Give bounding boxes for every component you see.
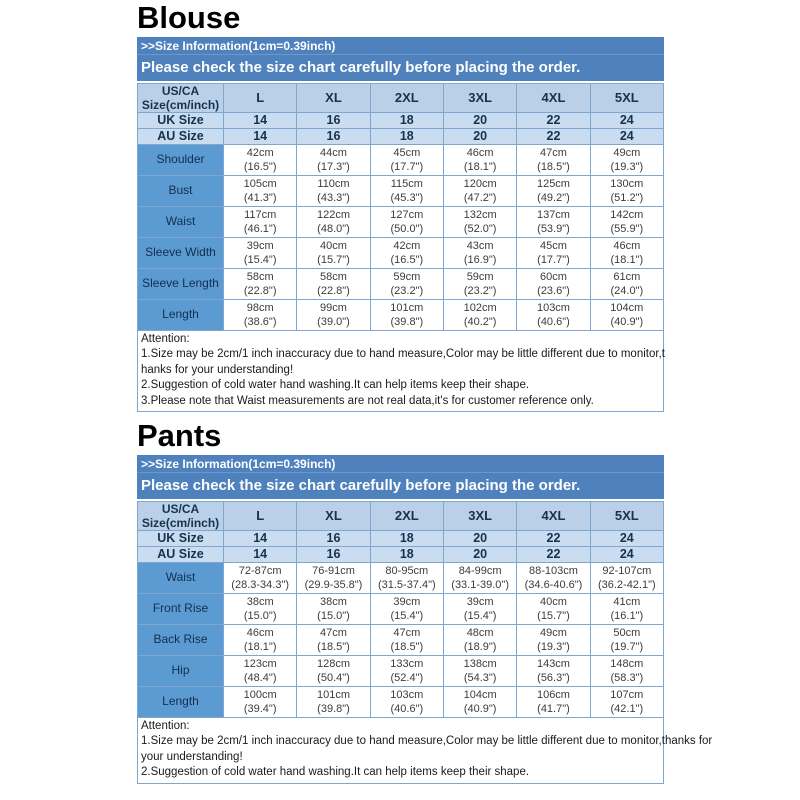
size-value: 24 (590, 530, 663, 546)
measurement-inch: (50.4") (317, 671, 350, 684)
measurement-inch: (50.0") (390, 222, 424, 235)
measurement-cm: 142cm (610, 208, 644, 221)
measurement-inch: (15.7") (317, 253, 350, 266)
measurement-cm: 106cm (536, 688, 570, 701)
measurement-cm: 101cm (316, 688, 350, 701)
measurement-value (517, 686, 590, 717)
table-row (138, 299, 664, 330)
measurement-cm: 45cm (540, 239, 567, 252)
measurement-inch: (17.7") (390, 160, 424, 173)
measurement-value (297, 562, 370, 593)
size-value: 20 (443, 530, 516, 546)
measurement-value (517, 175, 590, 206)
size-column-header: 5XL (590, 501, 663, 530)
measurement-value (370, 593, 443, 624)
measurement-value (590, 144, 663, 175)
measurement-value (370, 175, 443, 206)
size-value: 16 (297, 546, 370, 562)
measurement-value (443, 686, 516, 717)
attention-line: 1.Size may be 2cm/1 inch inaccuracy due to hand measure,Color may be little different due to monitor,thanks for (141, 735, 713, 748)
measurement-inch: (16.1") (610, 609, 644, 622)
size-info-bar (137, 37, 664, 81)
measurement-value (224, 299, 297, 330)
size-value: 20 (443, 546, 516, 562)
measurement-cm: 72-87cm (238, 564, 282, 577)
measurement-cm: 50cm (613, 626, 641, 639)
measurement-cm: 39cm (246, 239, 274, 252)
measurement-cm: 127cm (390, 208, 424, 221)
measurement-inch: (16.5") (390, 253, 424, 266)
table-row (138, 546, 664, 562)
measurement-cm: 107cm (610, 688, 644, 701)
measurement-value (224, 655, 297, 686)
measurement-inch: (28.3-34.3") (231, 578, 290, 591)
row-label: AU Size (138, 546, 224, 562)
measurement-value (443, 268, 516, 299)
measurement-cm: 98cm (246, 301, 274, 314)
measurement-value (443, 237, 516, 268)
measurement-cm: 44cm (320, 146, 347, 159)
table-row (138, 624, 664, 655)
measurement-inch: (34.6-40.6") (524, 578, 583, 591)
measurement-inch: (40.6") (390, 702, 424, 715)
measurement-cm: 40cm (320, 239, 347, 252)
measurement-value (590, 299, 663, 330)
measurement-value (297, 237, 370, 268)
measurement-value (224, 206, 297, 237)
measurement-value (517, 593, 590, 624)
row-label: UK Size (138, 112, 224, 128)
measurement-cm: 100cm (243, 688, 277, 701)
measurement-inch: (18.1") (243, 640, 277, 653)
table-row (138, 128, 664, 144)
measurement-value (590, 562, 663, 593)
measurement-cm: 61cm (613, 270, 641, 283)
measurement-value (443, 593, 516, 624)
corner-header-line2: Size(cm/inch) (141, 515, 220, 530)
measurement-cm: 120cm (463, 177, 497, 190)
measurement-inch: (36.2-42.1") (597, 578, 656, 591)
measurement-value (370, 268, 443, 299)
table-row (138, 175, 664, 206)
size-value: 20 (443, 128, 516, 144)
measurement-cm: 110cm (317, 177, 350, 190)
measurement-value (224, 562, 297, 593)
measurement-value (517, 268, 590, 299)
measurement-cm: 49cm (540, 626, 567, 639)
measurement-inch: (29.9-35.8") (304, 578, 363, 591)
measurement-inch: (51.2") (610, 191, 644, 204)
measurement-value (224, 237, 297, 268)
measurement-value (297, 624, 370, 655)
measurement-inch: (18.9") (463, 640, 497, 653)
measurement-inch: (15.4") (390, 609, 424, 622)
measurement-cm: 60cm (540, 270, 567, 283)
measurement-cm: 40cm (540, 595, 567, 608)
measurement-value (297, 206, 370, 237)
size-table (137, 83, 664, 331)
size-value: 14 (224, 530, 297, 546)
measurement-cm: 43cm (466, 239, 494, 252)
measurement-value (370, 237, 443, 268)
measurement-inch: (22.8") (317, 284, 350, 297)
table-header-row (138, 83, 664, 112)
measurement-value (297, 593, 370, 624)
row-label: Shoulder (138, 144, 224, 175)
measurement-inch: (17.3") (317, 160, 350, 173)
measurement-inch: (15.7") (537, 609, 570, 622)
measurement-cm: 132cm (463, 208, 497, 221)
attention-line: Attention: (141, 719, 190, 732)
size-chart-image (137, 0, 713, 784)
size-value: 20 (443, 112, 516, 128)
attention-line: 3.Please note that Waist measurements are not real data,it's for customer reference only. (141, 394, 594, 407)
measurement-inch: (55.9") (610, 222, 644, 235)
size-column-header: L (224, 83, 297, 112)
measurement-inch: (47.2") (463, 191, 497, 204)
measurement-value (443, 624, 516, 655)
row-label: Bust (138, 175, 224, 206)
measurement-cm: 115cm (390, 177, 423, 190)
row-label: Sleeve Width (138, 237, 224, 268)
measurement-inch: (24.0") (610, 284, 644, 297)
measurement-value (443, 655, 516, 686)
measurement-inch: (15.4") (243, 253, 277, 266)
measurement-inch: (15.4") (463, 609, 497, 622)
row-label: Waist (138, 562, 224, 593)
measurement-cm: 104cm (610, 301, 644, 314)
measurement-value (370, 562, 443, 593)
measurement-inch: (18.1") (610, 253, 644, 266)
row-label: Length (138, 299, 224, 330)
section-pants (137, 418, 713, 784)
table-header-row (138, 501, 664, 530)
measurement-inch: (39.0") (317, 315, 350, 328)
measurement-inch: (40.6") (537, 315, 570, 328)
row-label: Back Rise (138, 624, 224, 655)
measurement-inch: (41.3") (243, 191, 277, 204)
measurement-cm: 46cm (466, 146, 494, 159)
size-value: 24 (590, 128, 663, 144)
measurement-inch: (23.2") (463, 284, 497, 297)
measurement-value (443, 562, 516, 593)
section-title: Pants (137, 418, 222, 454)
measurement-inch: (19.3") (537, 640, 570, 653)
measurement-inch: (15.0") (243, 609, 277, 622)
measurement-cm: 123cm (243, 657, 277, 670)
measurement-value (517, 237, 590, 268)
size-value: 16 (297, 530, 370, 546)
row-label: AU Size (138, 128, 224, 144)
size-value: 22 (517, 112, 590, 128)
measurement-value (370, 686, 443, 717)
measurement-inch: (52.0") (463, 222, 497, 235)
measurement-value (370, 624, 443, 655)
measurement-inch: (49.2") (537, 191, 570, 204)
size-value: 18 (370, 128, 443, 144)
measurement-inch: (38.6") (243, 315, 277, 328)
row-label: Front Rise (138, 593, 224, 624)
measurement-value (517, 624, 590, 655)
measurement-value (590, 175, 663, 206)
attention-line: 1.Size may be 2cm/1 inch inaccuracy due to hand measure,Color may be little different due to monitor,t (141, 348, 665, 361)
measurement-value (590, 624, 663, 655)
measurement-inch: (40.9") (610, 315, 644, 328)
size-info-note: >>Size Information(1cm=0.39inch) (137, 455, 664, 473)
measurement-cm: 117cm (244, 208, 277, 221)
measurement-value (224, 593, 297, 624)
measurement-inch: (40.2") (463, 315, 497, 328)
measurement-inch: (19.3") (610, 160, 644, 173)
measurement-value (443, 206, 516, 237)
size-column-header: 4XL (517, 501, 590, 530)
measurement-value (443, 299, 516, 330)
measurement-value (297, 268, 370, 299)
measurement-inch: (48.4") (243, 671, 277, 684)
measurement-inch: (33.1-39.0") (451, 578, 509, 591)
measurement-value (590, 206, 663, 237)
measurement-cm: 138cm (463, 657, 497, 670)
measurement-value (443, 144, 516, 175)
row-label: Waist (138, 206, 224, 237)
measurement-value (590, 237, 663, 268)
measurement-cm: 143cm (536, 657, 570, 670)
measurement-cm: 130cm (610, 177, 644, 190)
measurement-inch: (41.7") (537, 702, 570, 715)
measurement-cm: 47cm (320, 626, 347, 639)
table-row (138, 530, 664, 546)
measurement-cm: 103cm (390, 688, 424, 701)
measurement-inch: (54.3") (463, 671, 497, 684)
measurement-inch: (15.0") (317, 609, 350, 622)
measurement-cm: 80-95cm (385, 564, 429, 577)
measurement-cm: 76-91cm (312, 564, 355, 577)
measurement-inch: (39.8") (317, 702, 350, 715)
measurement-inch: (31.5-37.4") (377, 578, 436, 591)
measurement-value (224, 624, 297, 655)
corner-header-line2: Size(cm/inch) (141, 97, 220, 112)
measurement-value (224, 175, 297, 206)
measurement-cm: 38cm (246, 595, 274, 608)
size-value: 24 (590, 546, 663, 562)
table-row (138, 206, 664, 237)
measurement-inch: (19.7") (610, 640, 644, 653)
size-check-message: Please check the size chart carefully before placing the order. (141, 476, 581, 494)
measurement-value (443, 175, 516, 206)
measurement-cm: 42cm (246, 146, 274, 159)
measurement-cm: 38cm (320, 595, 347, 608)
size-column-header: 3XL (443, 501, 516, 530)
size-value: 22 (517, 128, 590, 144)
measurement-inch: (16.9") (463, 253, 497, 266)
table-row (138, 112, 664, 128)
measurement-value (590, 655, 663, 686)
size-column-header: 3XL (443, 83, 516, 112)
measurement-value (297, 655, 370, 686)
measurement-value (297, 686, 370, 717)
corner-header-line1: US/CA (161, 83, 200, 98)
size-column-header: XL (297, 83, 370, 112)
attention-line: Attention: (141, 332, 190, 345)
size-value: 22 (517, 530, 590, 546)
measurement-inch: (18.1") (463, 160, 497, 173)
measurement-cm: 102cm (463, 301, 497, 314)
measurement-cm: 39cm (466, 595, 494, 608)
measurement-cm: 99cm (320, 301, 347, 314)
size-column-header: L (224, 501, 297, 530)
measurement-cm: 122cm (316, 208, 350, 221)
measurement-cm: 137cm (536, 208, 570, 221)
row-label: Length (138, 686, 224, 717)
measurement-inch: (16.5") (243, 160, 277, 173)
table-row (138, 562, 664, 593)
measurement-inch: (39.8") (390, 315, 424, 328)
measurement-inch: (40.9") (463, 702, 497, 715)
measurement-cm: 59cm (466, 270, 494, 283)
size-column-header: 2XL (370, 501, 443, 530)
measurement-value (517, 562, 590, 593)
row-label: UK Size (138, 530, 224, 546)
measurement-inch: (52.4") (390, 671, 424, 684)
measurement-value (224, 144, 297, 175)
measurement-value (517, 655, 590, 686)
size-value: 24 (590, 112, 663, 128)
measurement-cm: 49cm (613, 146, 641, 159)
attention-box (137, 717, 713, 784)
table-row (138, 237, 664, 268)
measurement-inch: (42.1") (610, 702, 644, 715)
attention-line: 2.Suggestion of cold water hand washing.It can help items keep their shape. (141, 766, 530, 779)
size-value: 22 (517, 546, 590, 562)
size-column-header: 2XL (370, 83, 443, 112)
measurement-cm: 148cm (610, 657, 644, 670)
table-row (138, 686, 664, 717)
size-column-header: XL (297, 501, 370, 530)
corner-header-line1: US/CA (161, 501, 200, 516)
measurement-cm: 48cm (466, 626, 494, 639)
measurement-cm: 104cm (463, 688, 497, 701)
measurement-cm: 45cm (393, 146, 421, 159)
size-column-header: 4XL (517, 83, 590, 112)
measurement-inch: (18.5") (390, 640, 424, 653)
measurement-cm: 42cm (393, 239, 421, 252)
measurement-inch: (53.9") (537, 222, 570, 235)
corner-header (138, 83, 224, 112)
measurement-cm: 58cm (320, 270, 347, 283)
measurement-inch: (45.3") (390, 191, 424, 204)
size-column-header: 5XL (590, 83, 663, 112)
measurement-cm: 128cm (316, 657, 350, 670)
measurement-inch: (48.0") (317, 222, 350, 235)
measurement-value (370, 144, 443, 175)
measurement-cm: 92-107cm (602, 564, 652, 577)
corner-header (138, 501, 224, 530)
measurement-value (297, 175, 370, 206)
measurement-cm: 59cm (393, 270, 421, 283)
measurement-cm: 47cm (393, 626, 421, 639)
measurement-cm: 46cm (613, 239, 641, 252)
measurement-inch: (58.3") (610, 671, 644, 684)
measurement-cm: 58cm (246, 270, 274, 283)
attention-line: your understanding! (141, 750, 243, 763)
size-info-note: >>Size Information(1cm=0.39inch) (137, 37, 664, 55)
measurement-value (590, 268, 663, 299)
measurement-inch: (18.5") (317, 640, 350, 653)
section-title: Blouse (137, 0, 241, 35)
size-value: 14 (224, 546, 297, 562)
row-label: Sleeve Length (138, 268, 224, 299)
table-row (138, 593, 664, 624)
table-row (138, 655, 664, 686)
measurement-cm: 84-99cm (458, 564, 502, 577)
measurement-value (370, 299, 443, 330)
row-label: Hip (138, 655, 224, 686)
size-table (137, 501, 664, 718)
measurement-value (297, 144, 370, 175)
size-value: 14 (224, 128, 297, 144)
attention-line: hanks for your understanding! (141, 363, 294, 376)
measurement-cm: 101cm (390, 301, 424, 314)
measurement-inch: (22.8") (243, 284, 277, 297)
size-value: 18 (370, 546, 443, 562)
size-check-message: Please check the size chart carefully before placing the order. (141, 58, 581, 76)
measurement-inch: (56.3") (537, 671, 570, 684)
size-info-bar (137, 455, 664, 499)
measurement-cm: 47cm (540, 146, 567, 159)
measurement-inch: (43.3") (317, 191, 350, 204)
measurement-inch: (23.6") (537, 284, 570, 297)
measurement-cm: 103cm (536, 301, 570, 314)
size-value: 18 (370, 530, 443, 546)
measurement-value (224, 686, 297, 717)
measurement-cm: 133cm (390, 657, 424, 670)
measurement-value (517, 299, 590, 330)
measurement-cm: 125cm (536, 177, 570, 190)
measurement-cm: 105cm (243, 177, 277, 190)
measurement-cm: 46cm (246, 626, 274, 639)
measurement-cm: 41cm (613, 595, 641, 608)
measurement-inch: (46.1") (243, 222, 277, 235)
measurement-value (297, 299, 370, 330)
measurement-value (590, 686, 663, 717)
measurement-value (224, 268, 297, 299)
size-value: 16 (297, 112, 370, 128)
size-value: 16 (297, 128, 370, 144)
measurement-inch: (23.2") (390, 284, 424, 297)
section-blouse (137, 2, 664, 412)
measurement-inch: (18.5") (537, 160, 570, 173)
measurement-value (517, 144, 590, 175)
measurement-value (370, 655, 443, 686)
table-row (138, 268, 664, 299)
measurement-value (517, 206, 590, 237)
measurement-cm: 88-103cm (529, 564, 578, 577)
table-row (138, 144, 664, 175)
measurement-value (590, 593, 663, 624)
attention-line: 2.Suggestion of cold water hand washing.It can help items keep their shape. (141, 379, 530, 392)
size-value: 18 (370, 112, 443, 128)
measurement-inch: (17.7") (537, 253, 570, 266)
measurement-inch: (39.4") (243, 702, 277, 715)
measurement-value (370, 206, 443, 237)
size-value: 14 (224, 112, 297, 128)
measurement-cm: 39cm (393, 595, 421, 608)
attention-box (137, 330, 664, 413)
